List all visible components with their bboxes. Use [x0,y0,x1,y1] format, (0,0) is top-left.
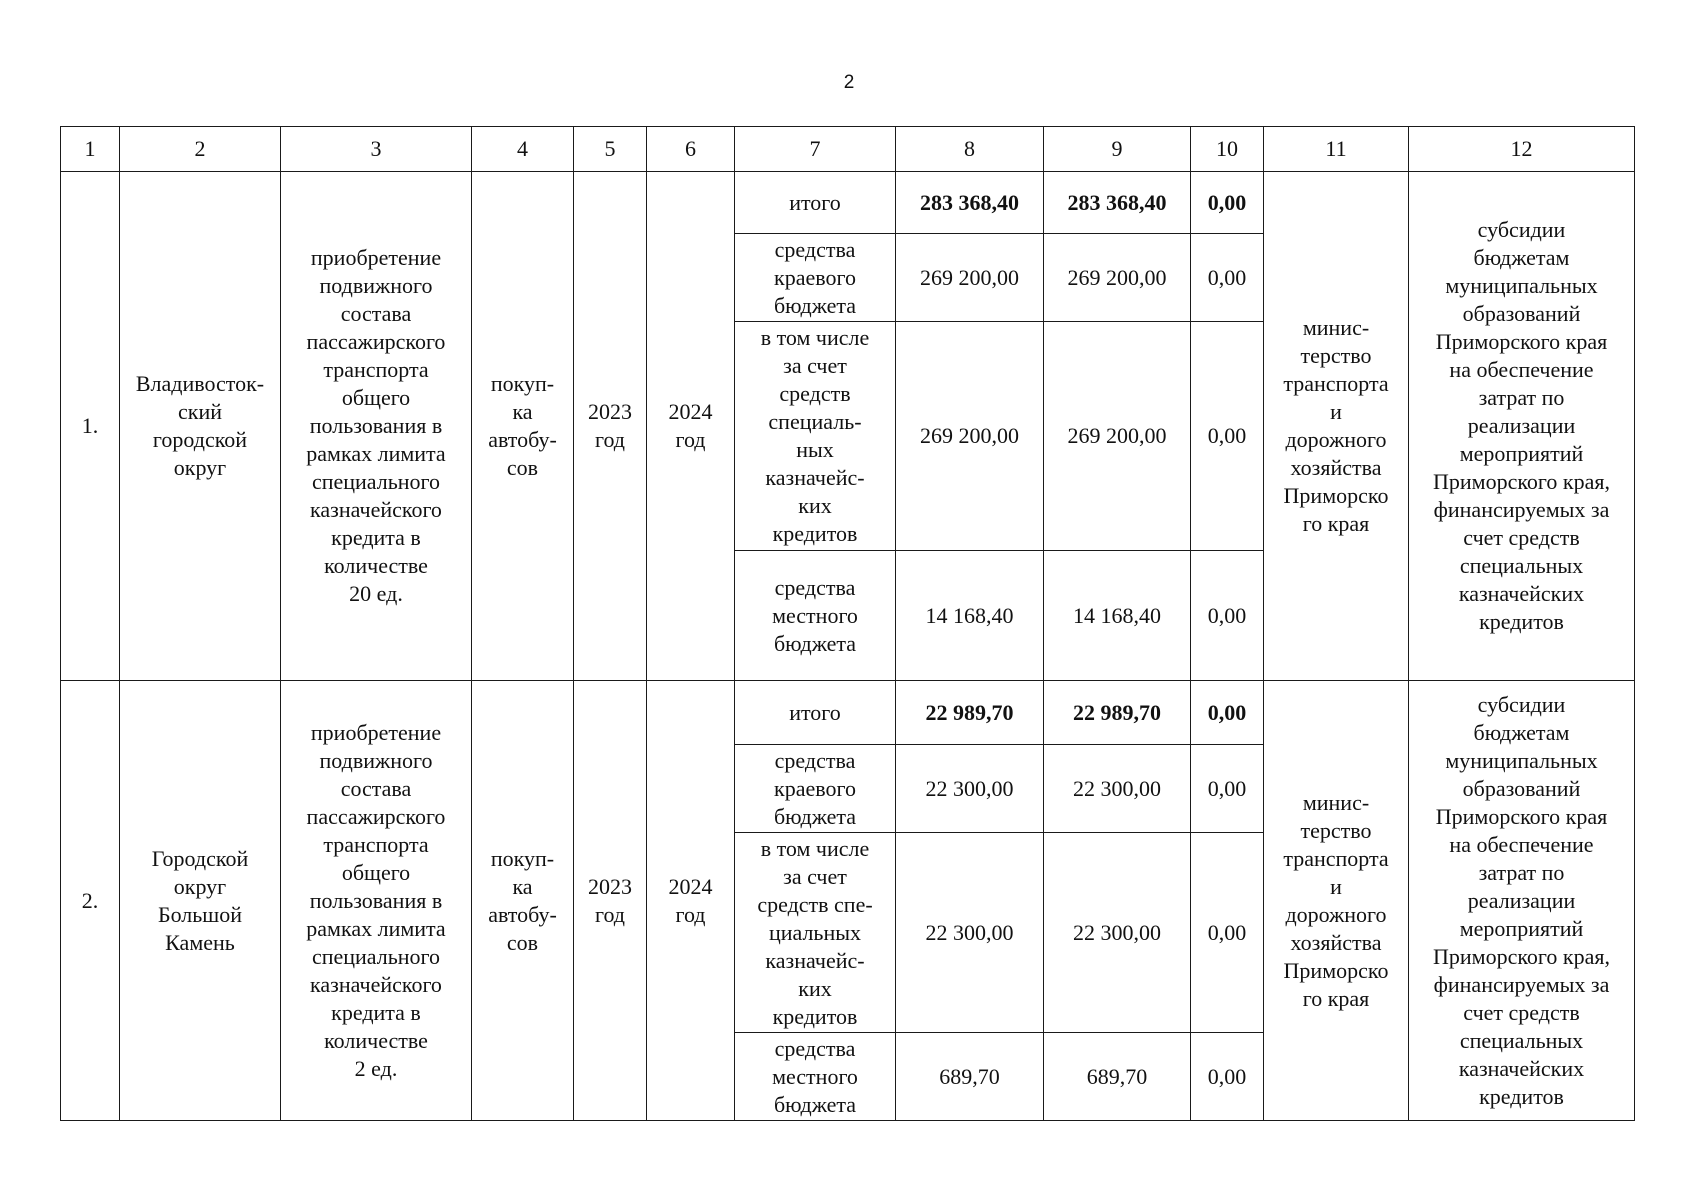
kind-cell: покуп- ка автобу- сов [472,681,574,1121]
column-header: 5 [574,127,647,172]
amount-cell: 0,00 [1191,681,1264,745]
column-header: 11 [1264,127,1409,172]
column-header: 7 [735,127,896,172]
column-header: 4 [472,127,574,172]
amount-cell: 0,00 [1191,1033,1264,1121]
amount-cell: 0,00 [1191,551,1264,681]
executor-cell: минис- терство транспорта и дорожного хозяйства Приморско го края [1264,172,1409,681]
program-table [60,126,1635,1121]
amount-cell: 14 168,40 [896,551,1044,681]
column-header: 9 [1044,127,1191,172]
amount-cell: 269 200,00 [1044,234,1191,322]
kind-cell: покуп- ка автобу- сов [472,172,574,681]
funding-source-cell: итого [735,172,896,234]
amount-cell: 22 300,00 [896,745,1044,833]
funding-source-cell: средства краевого бюджета [735,234,896,322]
amount-cell: 689,70 [896,1033,1044,1121]
amount-cell: 269 200,00 [896,322,1044,551]
row-number: 2. [61,681,120,1121]
funding-source-cell: итого [735,681,896,745]
amount-cell: 0,00 [1191,172,1264,234]
funding-source-cell: средства местного бюджета [735,1033,896,1121]
funding-source-cell: средства краевого бюджета [735,745,896,833]
executor-cell: минис- терство транспорта и дорожного хозяйства Приморско го края [1264,681,1409,1121]
table-row [61,172,1635,234]
amount-cell: 22 989,70 [896,681,1044,745]
end-year-cell: 2024 год [647,172,735,681]
amount-cell: 0,00 [1191,322,1264,551]
recipient-cell: Владивосток- ский городской округ [120,172,281,681]
purpose-cell: приобретение подвижного состава пассажирского транспорта общего пользования в рамках лимита специального казначейского кредита в количестве 2 ед. [281,681,472,1121]
amount-cell: 14 168,40 [1044,551,1191,681]
amount-cell: 22 989,70 [1044,681,1191,745]
column-header: 12 [1409,127,1635,172]
funding-source-cell: средства местного бюджета [735,551,896,681]
end-year-cell: 2024 год [647,681,735,1121]
amount-cell: 0,00 [1191,234,1264,322]
amount-cell: 689,70 [1044,1033,1191,1121]
amount-cell: 283 368,40 [896,172,1044,234]
start-year-cell: 2023 год [574,172,647,681]
page-number: 2 [843,72,855,93]
funding-source-cell: в том числе за счет средств спе- циальных казначейс- ких кредитов [735,833,896,1033]
amount-cell: 269 200,00 [896,234,1044,322]
column-header: 10 [1191,127,1264,172]
amount-cell: 0,00 [1191,745,1264,833]
amount-cell: 22 300,00 [1044,745,1191,833]
column-header: 8 [896,127,1044,172]
table-row [61,681,1635,745]
amount-cell: 283 368,40 [1044,172,1191,234]
recipient-cell: Городской округ Большой Камень [120,681,281,1121]
column-header: 6 [647,127,735,172]
column-header: 2 [120,127,281,172]
row-number: 1. [61,172,120,681]
note-cell: субсидии бюджетам муниципальных образований Приморского края на обеспечение затрат по реализации мероприятий Приморского края, финансируемых за счет средств специальных казначейских кредитов [1409,172,1635,681]
column-header: 1 [61,127,120,172]
funding-source-cell: в том числе за счет средств специаль- ных казначейс- ких кредитов [735,322,896,551]
amount-cell: 22 300,00 [1044,833,1191,1033]
column-number-row [61,127,1635,172]
start-year-cell: 2023 год [574,681,647,1121]
amount-cell: 0,00 [1191,833,1264,1033]
amount-cell: 269 200,00 [1044,322,1191,551]
note-cell: субсидии бюджетам муниципальных образований Приморского края на обеспечение затрат по реализации мероприятий Приморского края, финансируемых за счет средств специальных казначейских кредитов [1409,681,1635,1121]
column-header: 3 [281,127,472,172]
amount-cell: 22 300,00 [896,833,1044,1033]
purpose-cell: приобретение подвижного состава пассажирского транспорта общего пользования в рамках лимита специального казначейского кредита в количестве 20 ед. [281,172,472,681]
